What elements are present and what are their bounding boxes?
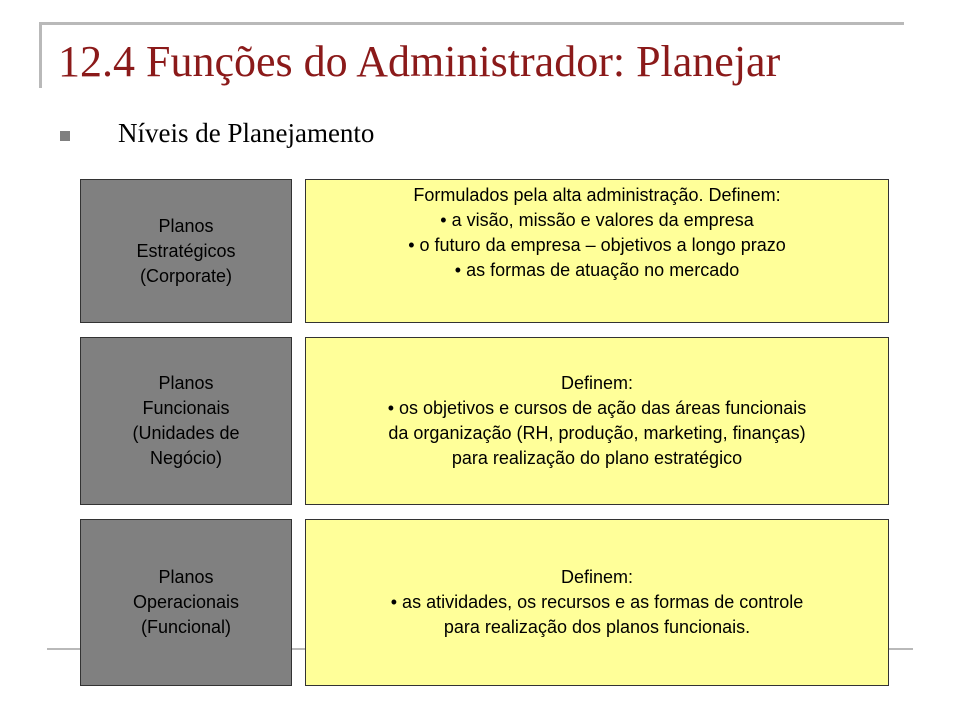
level-name-line: Negócio): [149, 448, 223, 468]
level-name-line: Planos: [158, 567, 214, 587]
description-line: Definem:: [560, 373, 634, 393]
description-line: para realização do plano estratégico: [451, 448, 743, 468]
level-name-line: (Corporate): [139, 265, 233, 286]
description-line: • o futuro da empresa – objetivos a longo prazo: [408, 235, 786, 255]
level-name-line: (Funcional): [140, 617, 232, 637]
bullet-item: [60, 118, 374, 149]
level-name-box-operational: [80, 519, 292, 686]
level-name-box-functional: [80, 337, 292, 505]
level-name-box-strategic: [80, 179, 292, 323]
description-line: Formulados pela alta administração. Definem:: [413, 185, 781, 205]
level-name-line: (Unidades de: [132, 423, 240, 443]
level-description-box-strategic: [305, 179, 889, 323]
level-description-box-operational: [305, 519, 889, 686]
description-line: • a visão, missão e valores da empresa: [440, 210, 754, 230]
level-name-line: Planos: [158, 373, 214, 393]
level-name-line: Operacionais: [132, 592, 240, 612]
frame-top-line: [40, 22, 904, 25]
square-bullet-icon: [60, 131, 70, 141]
level-description-box-functional: [305, 337, 889, 505]
description-line: Definem:: [560, 567, 634, 587]
description-line: • as atividades, os recursos e as formas de controle: [390, 592, 804, 612]
level-name-line: Estratégicos: [136, 240, 236, 261]
slide-title: 12.4 Funções do Administrador: Planejar: [58, 37, 781, 86]
level-name-line: Funcionais: [142, 398, 230, 418]
level-name-line: Planos: [158, 215, 214, 236]
description-line: para realização dos planos funcionais.: [443, 617, 751, 637]
bullet-text: Níveis de Planejamento: [118, 118, 375, 148]
description-line: da organização (RH, produção, marketing, finanças): [388, 423, 806, 443]
description-line: • as formas de atuação no mercado: [454, 260, 740, 280]
frame-left-line: [39, 22, 42, 88]
description-line: • os objetivos e cursos de ação das áreas funcionais: [387, 398, 807, 418]
